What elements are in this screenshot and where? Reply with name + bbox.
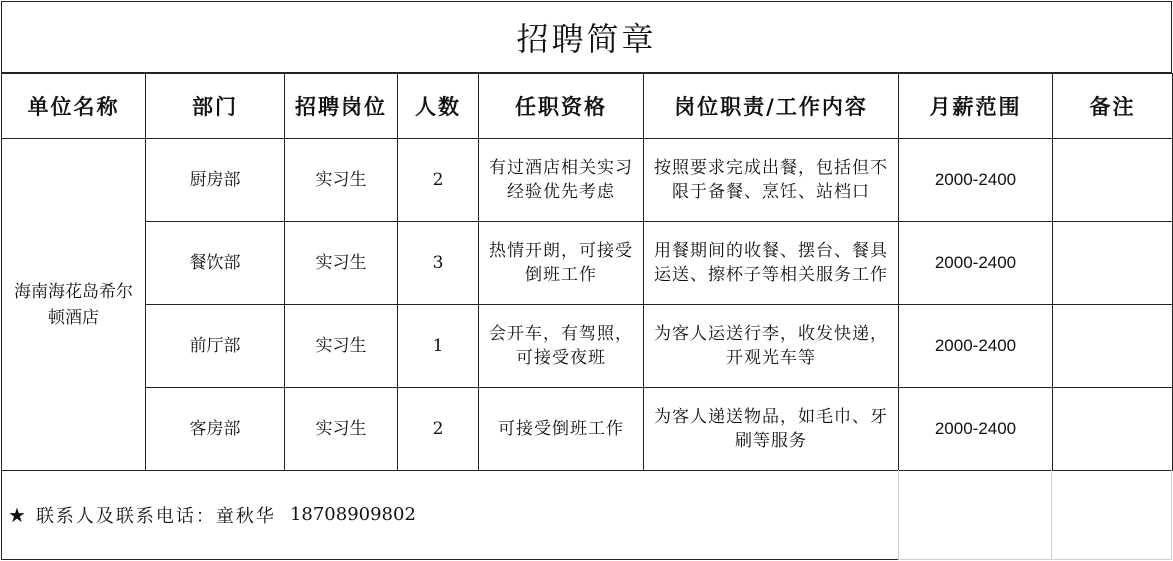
header-qualification: 任职资格 (479, 74, 644, 139)
remark-cell (1053, 222, 1173, 305)
department-cell: 餐饮部 (146, 222, 285, 305)
duties-cell: 用餐期间的收餐、摆台、餐具运送、擦杯子等相关服务工作 (644, 222, 899, 305)
table-row (2, 388, 1173, 471)
count-cell: 3 (398, 222, 479, 305)
position-cell: 实习生 (285, 222, 398, 305)
salary-cell: 2000-2400 (899, 139, 1053, 222)
department-cell: 前厅部 (146, 305, 285, 388)
star-icon: ★ (8, 502, 26, 527)
contact-phone: 18708909802 (289, 504, 416, 525)
salary-cell: 2000-2400 (899, 388, 1053, 471)
qualification-cell: 会开车，有驾照，可接受夜班 (479, 305, 644, 388)
position-cell: 实习生 (285, 388, 398, 471)
department-cell: 客房部 (146, 388, 285, 471)
count-cell: 1 (398, 305, 479, 388)
table-row (2, 222, 1173, 305)
header-salary: 月薪范围 (899, 74, 1053, 139)
remark-cell (1053, 139, 1173, 222)
duties-cell: 为客人递送物品，如毛巾、牙刷等服务 (644, 388, 899, 471)
contact-info (1, 470, 898, 560)
count-cell: 2 (398, 139, 479, 222)
count-cell: 2 (398, 388, 479, 471)
recruitment-table (1, 73, 1173, 471)
table-row (2, 139, 1173, 222)
contact-footer (1, 470, 1172, 560)
unit-name-cell: 海南海花岛希尔顿酒店 (2, 139, 146, 471)
header-count: 人数 (398, 74, 479, 139)
salary-cell: 2000-2400 (899, 305, 1053, 388)
salary-cell: 2000-2400 (899, 222, 1053, 305)
header-row (2, 74, 1173, 139)
header-duties: 岗位职责/工作内容 (644, 74, 899, 139)
remark-cell (1053, 388, 1173, 471)
page-title: 招聘简章 (1, 1, 1172, 73)
position-cell: 实习生 (285, 139, 398, 222)
qualification-cell: 有过酒店相关实习经验优先考虑 (479, 139, 644, 222)
qualification-cell: 可接受倒班工作 (479, 388, 644, 471)
position-cell: 实习生 (285, 305, 398, 388)
header-unit: 单位名称 (2, 74, 146, 139)
duties-cell: 按照要求完成出餐，包括但不限于备餐、烹饪、站档口 (644, 139, 899, 222)
qualification-cell: 热情开朗，可接受倒班工作 (479, 222, 644, 305)
table-row (2, 305, 1173, 388)
header-department: 部门 (146, 74, 285, 139)
empty-cell (898, 470, 1052, 560)
header-position: 招聘岗位 (285, 74, 398, 139)
department-cell: 厨房部 (146, 139, 285, 222)
contact-label: 联系人及联系电话：童秋华 (35, 505, 276, 527)
remark-cell (1053, 305, 1173, 388)
empty-cell (1052, 470, 1172, 560)
header-remark: 备注 (1053, 74, 1173, 139)
duties-cell: 为客人运送行李，收发快递，开观光车等 (644, 305, 899, 388)
